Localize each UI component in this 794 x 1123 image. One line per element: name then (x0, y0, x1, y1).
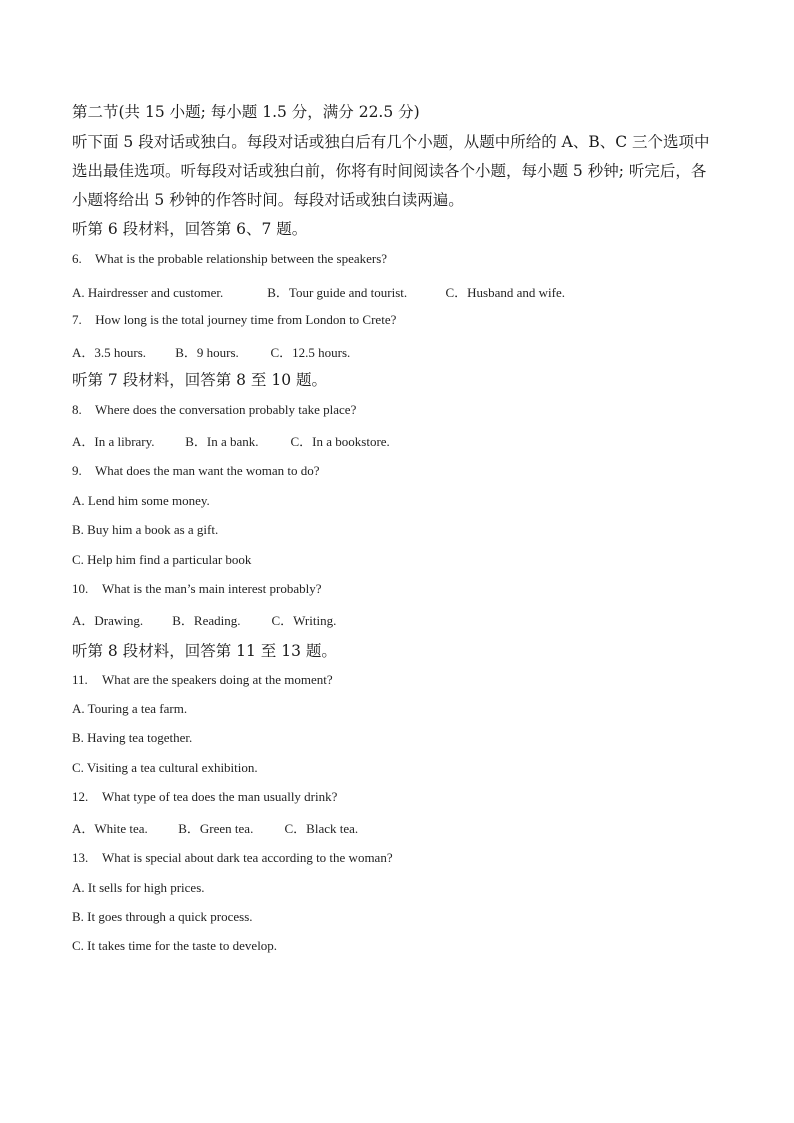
option-c[interactable]: C．Black tea. (284, 821, 359, 836)
question-text: What is the probable relationship between the speakers? (95, 251, 388, 266)
option-b[interactable]: B．In a bank. (185, 434, 259, 449)
option-c[interactable]: C. It takes time for the taste to develop. (72, 938, 278, 953)
question-number: 6. (72, 251, 82, 266)
option-a[interactable]: A．White tea. (72, 821, 148, 836)
option-a[interactable]: A．Drawing. (72, 613, 144, 628)
question-9 (72, 463, 320, 479)
option-a[interactable]: A．In a library. (72, 434, 155, 449)
group-heading: 听第 6 段材料，回答第 6、7 题。 (72, 220, 308, 238)
question-7 (72, 312, 396, 328)
question-text: What are the speakers doing at the moment? (102, 672, 333, 687)
question-8 (72, 402, 356, 418)
question-8-options (72, 431, 390, 450)
question-6-options (72, 282, 565, 301)
option-c[interactable]: C．Writing. (271, 613, 337, 628)
option-c[interactable]: C. Help him find a particular book (72, 552, 252, 567)
option-b[interactable]: B．9 hours. (175, 345, 239, 360)
question-text: How long is the total journey time from London to Crete? (95, 312, 397, 327)
instruction-line-2: 选出最佳选项。听每段对话或独白前，你将有时间阅读各个小题，每小题 5 秒钟; 听完后，各 (72, 162, 707, 180)
option-c[interactable]: C. Visiting a tea cultural exhibition. (72, 760, 258, 775)
group-heading: 听第 7 段材料，回答第 8 至 10 题。 (72, 371, 328, 389)
question-number: 8. (72, 402, 82, 417)
question-number: 10. (72, 581, 89, 596)
option-c[interactable]: C．Husband and wife. (445, 285, 566, 300)
question-number: 11. (72, 672, 88, 687)
option-b[interactable]: B．Green tea. (178, 821, 254, 836)
option-a[interactable]: A. Lend him some money. (72, 493, 210, 508)
question-number: 13. (72, 850, 89, 865)
option-b[interactable]: B. Buy him a book as a gift. (72, 522, 219, 537)
question-number: 12. (72, 789, 89, 804)
option-a[interactable]: A．3.5 hours. (72, 345, 147, 360)
question-number: 9. (72, 463, 82, 478)
option-a[interactable]: A. Touring a tea farm. (72, 701, 188, 716)
option-a[interactable]: A. It sells for high prices. (72, 880, 205, 895)
question-11 (72, 672, 333, 688)
question-text: What type of tea does the man usually drink? (102, 789, 338, 804)
question-text: Where does the conversation probably take place? (95, 402, 357, 417)
question-text: What is special about dark tea according to the woman? (102, 850, 393, 865)
question-10-options (72, 610, 336, 629)
option-b[interactable]: B. It goes through a quick process. (72, 909, 253, 924)
option-b[interactable]: B．Tour guide and tourist. (267, 285, 408, 300)
question-7-options (72, 342, 350, 361)
option-c[interactable]: C．In a bookstore. (290, 434, 390, 449)
instruction-line-1: 听下面 5 段对话或独白。每段对话或独白后有几个小题，从题中所给的 A、B、C 三个选项中 (72, 133, 710, 151)
option-c[interactable]: C．12.5 hours. (270, 345, 351, 360)
option-b[interactable]: B. Having tea together. (72, 730, 193, 745)
option-a[interactable]: A. Hairdresser and customer. (72, 285, 224, 300)
instruction-line-3: 小题将给出 5 秒钟的作答时间。每段对话或独白读两遍。 (72, 191, 464, 209)
question-12 (72, 789, 337, 805)
question-text: What does the man want the woman to do? (95, 463, 320, 478)
question-10 (72, 581, 322, 597)
question-13 (72, 850, 393, 866)
option-b[interactable]: B．Reading. (172, 613, 241, 628)
group-heading: 听第 8 段材料，回答第 11 至 13 题。 (72, 642, 337, 660)
section-title: 第二节(共 15 小题; 每小题 1.5 分，满分 22.5 分) (72, 103, 420, 121)
question-6 (72, 251, 387, 267)
question-number: 7. (72, 312, 82, 327)
question-text: What is the man’s main interest probably? (102, 581, 322, 596)
question-12-options (72, 818, 358, 837)
